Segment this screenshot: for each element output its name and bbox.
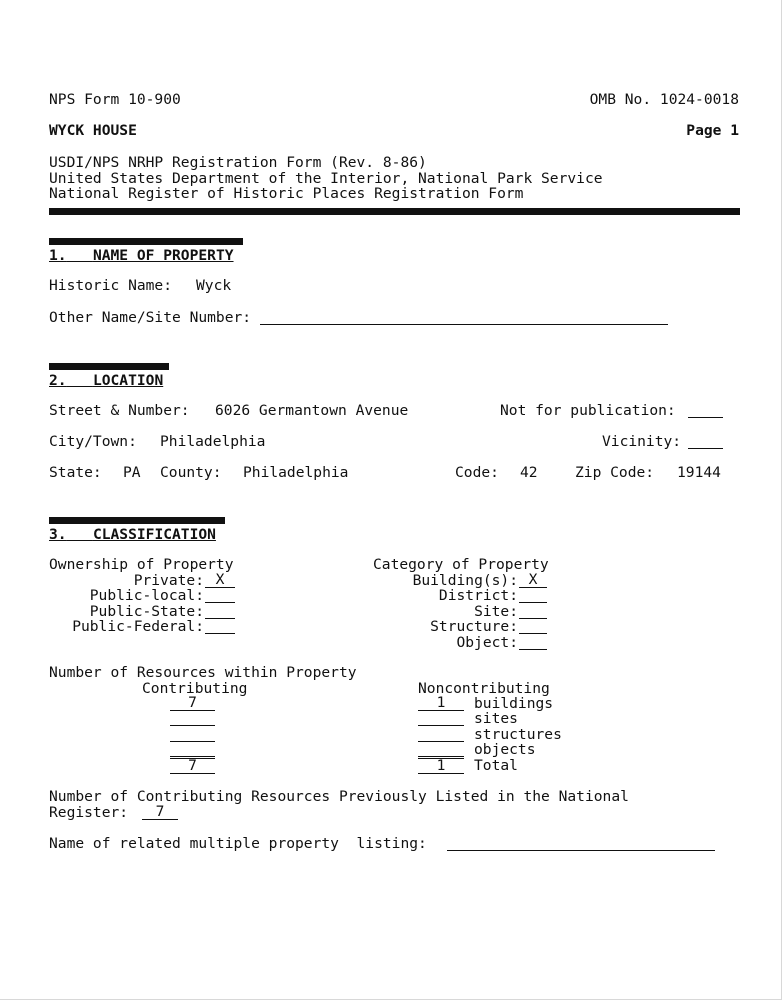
- city-label: City/Town:: [49, 433, 137, 450]
- ownership-private-field[interactable]: X: [205, 573, 235, 588]
- category-structure-field[interactable]: [519, 619, 547, 634]
- county-value: Philadelphia: [243, 464, 349, 481]
- ownership-public-state-field[interactable]: [205, 604, 235, 619]
- section1-bar: [49, 238, 243, 245]
- section2-heading: 2. LOCATION: [49, 372, 164, 389]
- resource-type-objects: objects: [474, 741, 536, 758]
- ownership-public-federal-field[interactable]: [205, 619, 235, 634]
- state-value: PA: [123, 464, 141, 481]
- resource-type-total: Total: [474, 757, 518, 774]
- register-label: Register:: [49, 804, 129, 821]
- contributing-header: Contributing: [142, 680, 248, 697]
- ownership-public-federal-label: Public-Federal:: [72, 618, 204, 635]
- resources-title: Number of Resources within Property: [49, 664, 357, 681]
- category-site-field[interactable]: [519, 604, 547, 619]
- other-name-field[interactable]: [260, 310, 668, 325]
- street-value: 6026 Germantown Avenue: [215, 402, 409, 419]
- section1-heading: 1. NAME OF PROPERTY: [49, 247, 234, 264]
- header-rule: [49, 208, 740, 215]
- category-title: Category of Property: [373, 556, 549, 573]
- ownership-public-state-label: Public-State:: [89, 603, 204, 620]
- category-structure-label: Structure:: [430, 618, 518, 635]
- category-district-label: District:: [438, 587, 518, 604]
- zip-label: Zip Code:: [575, 464, 655, 481]
- zip-value: 19144: [677, 464, 721, 481]
- county-label: County:: [160, 464, 222, 481]
- form-revision-line: USDI/NPS NRHP Registration Form (Rev. 8-86): [49, 154, 427, 171]
- vicinity-label: Vicinity:: [602, 433, 682, 450]
- state-label: State:: [49, 464, 102, 481]
- previously-listed-line: Number of Contributing Resources Previously Listed in the National: [49, 788, 629, 805]
- category-site-label: Site:: [474, 603, 518, 620]
- page-label: Page 1: [686, 122, 739, 139]
- historic-name-value: Wyck: [196, 277, 232, 294]
- ownership-public-local-label: Public-local:: [89, 587, 204, 604]
- category-building-field[interactable]: X: [519, 573, 547, 588]
- noncontributing-structures-field[interactable]: [418, 727, 464, 742]
- contributing-buildings-field[interactable]: 7: [170, 696, 215, 711]
- vicinity-field[interactable]: [688, 434, 723, 449]
- contributing-total-field[interactable]: 7: [170, 758, 215, 774]
- ownership-private-label: Private:: [133, 572, 204, 589]
- category-building-label: Building(s):: [412, 572, 518, 589]
- category-object-field[interactable]: [519, 635, 547, 650]
- not-for-publication-field[interactable]: [688, 403, 723, 418]
- property-title: WYCK HOUSE: [49, 122, 137, 139]
- department-line: United States Department of the Interior, National Park Service: [49, 170, 603, 187]
- related-listing-field[interactable]: [447, 836, 715, 851]
- code-label: Code:: [455, 464, 499, 481]
- omb-number: OMB No. 1024-0018: [589, 91, 739, 108]
- section3-bar: [49, 517, 225, 524]
- noncontributing-buildings-field[interactable]: 1: [418, 696, 464, 711]
- noncontributing-sites-field[interactable]: [418, 711, 464, 726]
- category-district-field[interactable]: [519, 588, 547, 603]
- noncontributing-total-field[interactable]: 1: [418, 758, 464, 774]
- contributing-objects-field[interactable]: [170, 742, 215, 757]
- noncontributing-objects-field[interactable]: [418, 742, 464, 757]
- city-value: Philadelphia: [160, 433, 266, 450]
- ownership-public-local-field[interactable]: [205, 588, 235, 603]
- resource-type-structures: structures: [474, 726, 562, 743]
- noncontributing-header: Noncontributing: [418, 680, 550, 697]
- street-label: Street & Number:: [49, 402, 190, 419]
- register-count-field[interactable]: 7: [142, 805, 178, 820]
- other-name-label: Other Name/Site Number:: [49, 309, 252, 326]
- contributing-structures-field[interactable]: [170, 727, 215, 742]
- resource-type-buildings: buildings: [474, 695, 554, 712]
- form-number: NPS Form 10-900: [49, 91, 181, 108]
- register-line: National Register of Historic Places Registration Form: [49, 185, 524, 202]
- code-value: 42: [520, 464, 538, 481]
- related-listing-label: Name of related multiple property listing:: [49, 835, 427, 852]
- historic-name-label: Historic Name:: [49, 277, 173, 294]
- resource-type-sites: sites: [474, 710, 518, 727]
- not-for-publication-label: Not for publication:: [500, 402, 676, 419]
- section3-heading: 3. CLASSIFICATION: [49, 526, 216, 543]
- contributing-sites-field[interactable]: [170, 711, 215, 726]
- ownership-title: Ownership of Property: [49, 556, 234, 573]
- category-object-label: Object:: [456, 634, 518, 651]
- section2-bar: [49, 363, 169, 370]
